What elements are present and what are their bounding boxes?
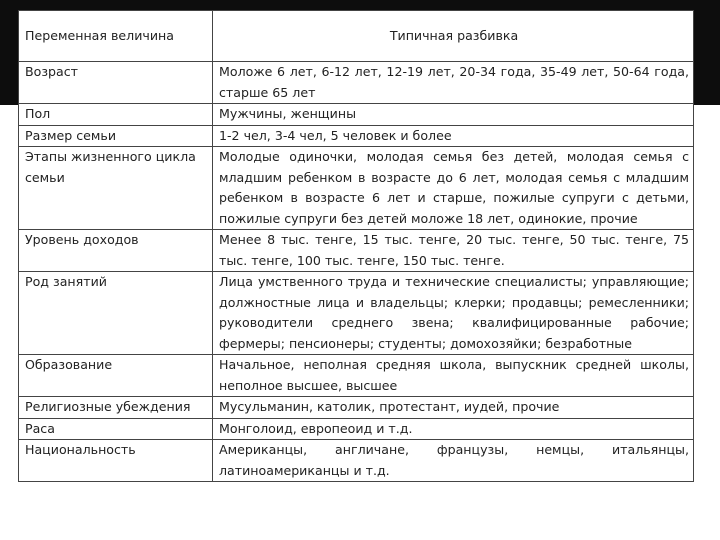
row-factor: Уровень доходов — [19, 230, 213, 272]
row-factor: Раса — [19, 418, 213, 440]
row-factor: Возраст — [19, 62, 213, 104]
row-factor: Национальность — [19, 440, 213, 482]
table-row — [19, 355, 694, 397]
row-value: Моложе 6 лет, 6-12 лет, 12-19 лет, 20-34 года, 35-49 лет, 50-64 года, старше 65 лет — [213, 62, 694, 104]
top-dark-band — [0, 0, 720, 10]
row-factor: Этапы жизненного цикла семьи — [19, 147, 213, 230]
table-row — [19, 272, 694, 355]
table-row — [19, 418, 694, 440]
row-value: Мусульманин, католик, протестант, иудей, прочие — [213, 397, 694, 419]
row-value: Американцы, англичане, французы, немцы, итальянцы, латиноамериканцы и т.д. — [213, 440, 694, 482]
table-row — [19, 397, 694, 419]
header-variable: Переменная величина — [19, 11, 213, 62]
table-row — [19, 230, 694, 272]
table-row — [19, 125, 694, 147]
row-value: Монголоид, европеоид и т.д. — [213, 418, 694, 440]
row-value: 1-2 чел, 3-4 чел, 5 человек и более — [213, 125, 694, 147]
row-factor: Образование — [19, 355, 213, 397]
row-value: Мужчины, женщины — [213, 104, 694, 126]
row-value: Молодые одиночки, молодая семья без детей, молодая семья с младшим ребенком в возрасте до 6 лет, молодая семья с младшим ребенком в возрасте 6 лет и старше, пожилые супруги с детьми, пожилые супруги без детей моложе 18 лет, одинокие, прочие — [213, 147, 694, 230]
row-factor: Религиозные убеждения — [19, 397, 213, 419]
segmentation-table — [18, 10, 694, 482]
row-value: Лица умственного труда и технические специалисты; управляющие; должностные лица и владельцы; клерки; продавцы; ремесленники; руководители среднего звена; квалифицированные рабочие; фермеры; пенсионеры; студенты; домохозяйки; безработные — [213, 272, 694, 355]
header-breakdown: Типичная разбивка — [213, 11, 694, 62]
row-factor: Род занятий — [19, 272, 213, 355]
table-row — [19, 440, 694, 482]
table-row — [19, 104, 694, 126]
table-row — [19, 147, 694, 230]
left-dark-band — [0, 0, 18, 105]
table-row — [19, 62, 694, 104]
row-factor: Размер семьи — [19, 125, 213, 147]
row-factor: Пол — [19, 104, 213, 126]
right-dark-band — [692, 0, 720, 105]
row-value: Менее 8 тыс. тенге, 15 тыс. тенге, 20 тыс. тенге, 50 тыс. тенге, 75 тыс. тенге, 100 тыс. тенге, 150 тыс. тенге. — [213, 230, 694, 272]
row-value: Начальное, неполная средняя школа, выпускник средней школы, неполное высшее, высшее — [213, 355, 694, 397]
header-row — [19, 11, 694, 62]
